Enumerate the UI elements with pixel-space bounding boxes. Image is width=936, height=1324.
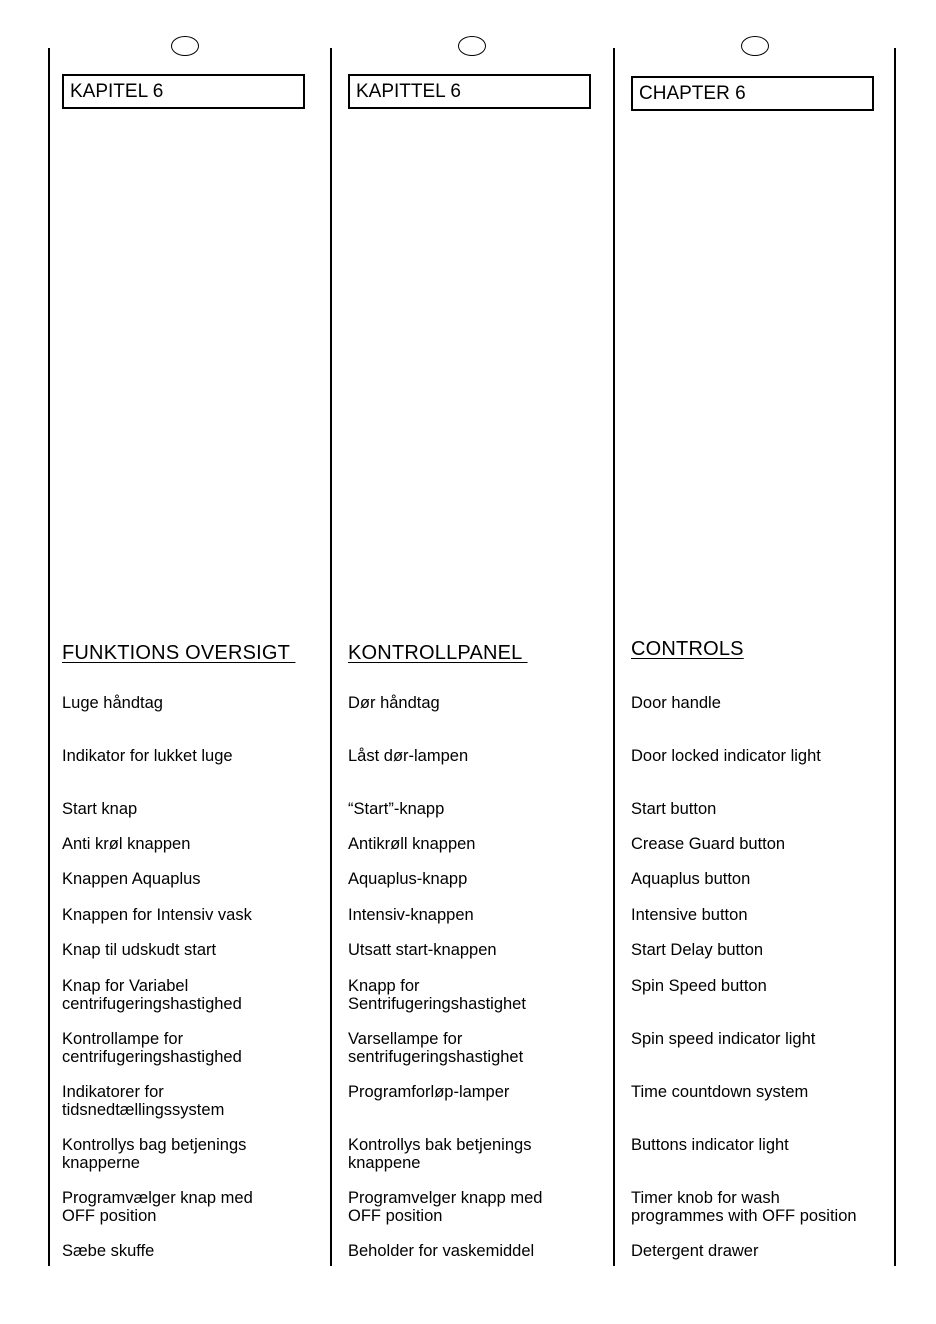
control-label: Aquaplus button [631,870,751,888]
section-title: KONTROLLPANEL [348,642,528,664]
control-label: Start knap [62,800,138,818]
control-label: Door locked indicator light [631,747,821,765]
control-label: Timer knob for wash programmes with OFF position [631,1189,857,1225]
control-label: Indikatorer for tidsnedtællingssystem [62,1083,225,1119]
control-label: Aquaplus-knapp [348,870,468,888]
control-label: Knappen for Intensiv vask [62,906,252,924]
control-label: Buttons indicator light [631,1136,789,1154]
control-label: Time countdown system [631,1083,809,1101]
chapter-heading: KAPITEL 6 [62,74,305,109]
control-label: Programvælger knap med OFF position [62,1189,253,1225]
column-divider [48,48,50,1266]
control-label: Knapp for Sentrifugeringshastighet [348,977,526,1013]
column-danish [62,0,332,1324]
column-english [631,0,901,1324]
control-label: Intensiv-knappen [348,906,474,924]
control-label: Sæbe skuffe [62,1242,155,1260]
control-label: Door handle [631,694,721,712]
section-title: CONTROLS [631,638,744,660]
control-label: Anti krøl knappen [62,835,191,853]
control-label: Beholder for vaskemiddel [348,1242,535,1260]
control-label: Knap for Variabel centrifugeringshastighed [62,977,242,1013]
column-norwegian [348,0,618,1324]
control-label: “Start”-knapp [348,800,445,818]
control-label: Programvelger knapp med OFF position [348,1189,543,1225]
section-title: FUNKTIONS OVERSIGT [62,642,296,664]
control-label: Crease Guard button [631,835,786,853]
control-label: Knappen Aquaplus [62,870,201,888]
language-circle-icon [458,36,486,56]
control-label: Intensive button [631,906,748,924]
control-label: Luge håndtag [62,694,163,712]
control-label: Kontrollys bag betjenings knapperne [62,1136,247,1172]
control-label: Spin speed indicator light [631,1030,816,1048]
chapter-heading: KAPITTEL 6 [348,74,591,109]
control-label: Programforløp-lamper [348,1083,510,1101]
language-circle-icon [741,36,769,56]
control-label: Utsatt start-knappen [348,941,497,959]
control-label: Start button [631,800,717,818]
control-label: Kontrollampe for centrifugeringshastighed [62,1030,242,1066]
control-label: Antikrøll knappen [348,835,476,853]
control-label: Knap til udskudt start [62,941,217,959]
control-label: Varsellampe for sentrifugeringshastighet [348,1030,524,1066]
chapter-heading: CHAPTER 6 [631,76,874,111]
control-label: Dør håndtag [348,694,440,712]
control-label: Kontrollys bak betjenings knappene [348,1136,532,1172]
control-label: Start Delay button [631,941,764,959]
control-label: Indikator for lukket luge [62,747,233,765]
control-label: Detergent drawer [631,1242,759,1260]
language-circle-icon [171,36,199,56]
control-label: Låst dør-lampen [348,747,469,765]
control-label: Spin Speed button [631,977,767,995]
